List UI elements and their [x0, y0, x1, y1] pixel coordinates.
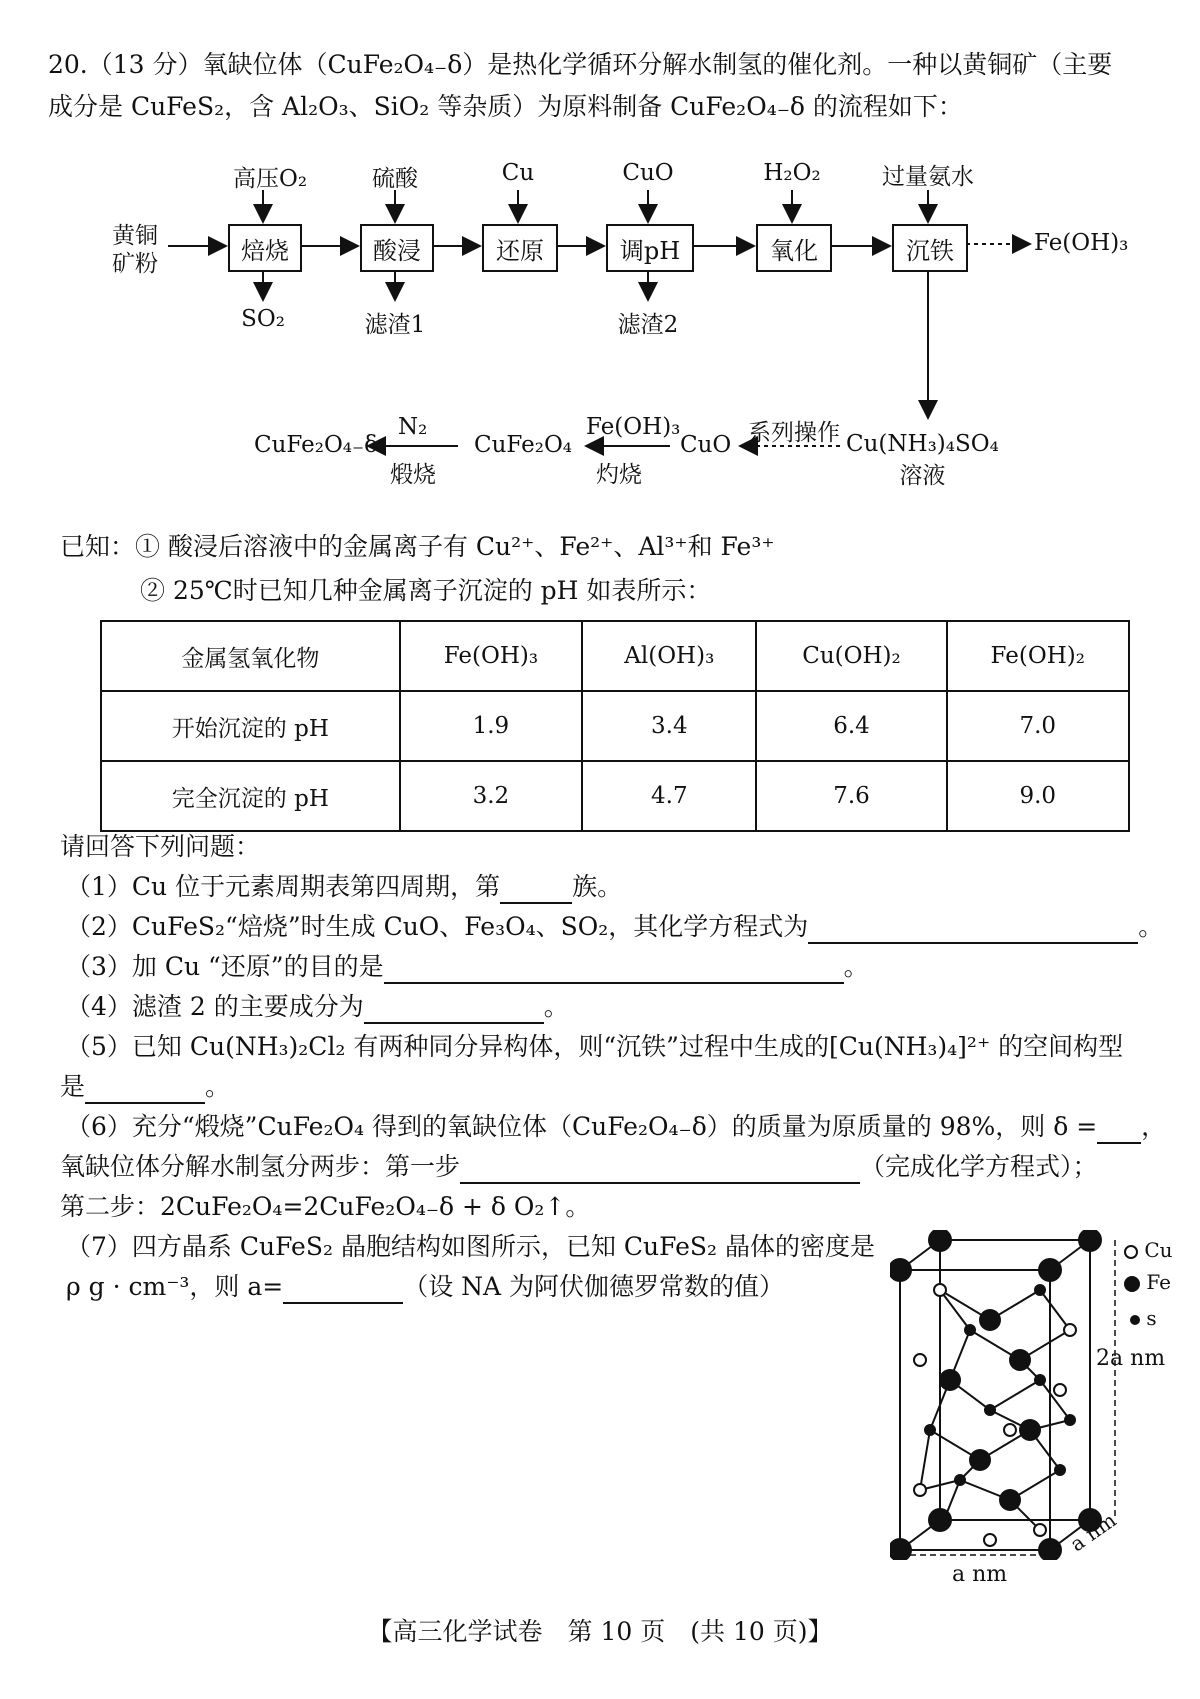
- flow-input-o2: 高压O₂: [233, 166, 308, 192]
- table-cell: 1.9: [400, 691, 582, 761]
- ph-table: [100, 620, 1130, 832]
- flow-input-h2o2: H₂O₂: [763, 160, 821, 186]
- flow-step-precipitate-iron: 沉铁: [892, 224, 968, 272]
- crystal-depth-label: a nm: [1065, 1507, 1121, 1557]
- flow-solution: Cu(NH₃)₄SO₄ 溶液: [846, 431, 999, 489]
- answer-blank-4[interactable]: [364, 996, 544, 1024]
- table-cell: 4.7: [582, 761, 756, 831]
- known-condition-1: 已知：① 酸浸后溶液中的金属离子有 Cu²⁺、Fe²⁺、Al³⁺和 Fe³⁺: [60, 532, 775, 561]
- flow-series-operation: 系列操作: [748, 420, 840, 446]
- table-cell: 7.6: [756, 761, 946, 831]
- questions-intro: 请回答下列问题：: [60, 832, 261, 861]
- flow-cufe2o4: CuFe₂O₄: [474, 432, 573, 458]
- flow-input-cuo: CuO: [622, 160, 674, 186]
- answer-blank-2[interactable]: [808, 916, 1138, 944]
- table-header-row: [101, 621, 1129, 691]
- flow-feoh3-reagent: Fe(OH)₃: [586, 414, 681, 440]
- answer-blank-5[interactable]: [85, 1076, 205, 1104]
- question-4: （4）滤渣 2 的主要成分为 。: [66, 990, 569, 1024]
- question-header-line2: 成分是 CuFeS₂，含 Al₂O₃、SiO₂ 等杂质）为原料制备 CuFe₂O₄₋δ 的流程如下：: [48, 92, 963, 121]
- table-cell: 9.0: [947, 761, 1130, 831]
- table-header-cell: Cu(OH)₂: [756, 621, 946, 691]
- legend-fe: Fe: [1124, 1270, 1171, 1294]
- answer-blank-1[interactable]: [500, 876, 572, 904]
- table-cell: 3.2: [400, 761, 582, 831]
- question-7-line1: （7）四方晶系 CuFeS₂ 晶胞结构如图所示，已知 CuFeS₂ 晶体的密度是: [66, 1232, 875, 1261]
- flow-calcine: 灼烧: [596, 462, 642, 488]
- flow-step-reduce: 还原: [482, 224, 558, 272]
- flow-step-adjust-ph: 调pH: [606, 224, 694, 272]
- table-cell: 3.4: [582, 691, 756, 761]
- flow-side-product-feoh3: Fe(OH)₃: [1034, 230, 1129, 256]
- flow-start-material: 黄铜 矿粉: [112, 223, 158, 277]
- page-footer: 【高三化学试卷 第 10 页 (共 10 页)】: [367, 1617, 833, 1646]
- table-header-cell: 金属氢氧化物: [101, 621, 400, 691]
- question-7-line2: ρ g · cm⁻³，则 a= （设 NA 为阿伏伽德罗常数的值）: [66, 1270, 784, 1304]
- question-6-line3: 第二步：2CuFe₂O₄=2CuFe₂O₄₋δ + δ O₂↑。: [60, 1192, 591, 1221]
- answer-blank-3[interactable]: [384, 956, 844, 984]
- question-3: （3）加 Cu “还原”的目的是 。: [66, 950, 869, 984]
- question-6-line1: （6）充分“煅烧”CuFe₂O₄ 得到的氧缺位体（CuFe₂O₄₋δ）的质量为原质量的 98%，则 δ = ，: [66, 1110, 1166, 1144]
- question-header-line1: 20.（13 分）氧缺位体（CuFe₂O₄₋δ）是热化学循环分解水制氢的催化剂。一种以黄铜矿（主要: [48, 50, 1113, 79]
- flow-cuo: CuO: [680, 432, 732, 458]
- crystal-height-label: 2a nm: [1096, 1346, 1166, 1371]
- answer-blank-7[interactable]: [283, 1276, 403, 1304]
- flow-sinter: 煅烧: [390, 462, 436, 488]
- table-header-cell: Fe(OH)₃: [400, 621, 582, 691]
- flow-step-oxidize: 氧化: [756, 224, 832, 272]
- table-header-cell: Fe(OH)₂: [947, 621, 1130, 691]
- answer-blank-6a[interactable]: [1097, 1116, 1141, 1144]
- question-5-line1: （5）已知 Cu(NH₃)₂Cl₂ 有两种同分异构体，则“沉铁”过程中生成的[Cu(NH₃)₄]²⁺ 的空间构型: [66, 1032, 1124, 1061]
- table-cell: 6.4: [756, 691, 946, 761]
- question-5-line2: 是 。: [60, 1070, 230, 1104]
- crystal-width-label: a nm: [952, 1562, 1008, 1587]
- table-row: [101, 691, 1129, 761]
- known-condition-2: ② 25℃时已知几种金属离子沉淀的 pH 如表所示：: [140, 576, 712, 605]
- legend-cu: Cu: [1124, 1238, 1173, 1262]
- flow-output-residue1: 滤渣1: [364, 312, 426, 338]
- flow-input-cu: Cu: [501, 160, 535, 186]
- flow-input-sulfuric-acid: 硫酸: [372, 166, 418, 192]
- flow-final-product: CuFe₂O₄₋δ: [254, 432, 379, 458]
- question-1: （1）Cu 位于元素周期表第四周期，第 族。: [66, 870, 622, 904]
- flow-n2: N₂: [398, 414, 428, 440]
- process-flow-arrows: [0, 0, 1200, 520]
- table-header-cell: Al(OH)₃: [582, 621, 756, 691]
- table-cell: 开始沉淀的 pH: [101, 691, 400, 761]
- legend-s: s: [1130, 1306, 1157, 1330]
- question-6-line2: 氧缺位体分解水制氢分两步：第一步 （完成化学方程式）；: [60, 1150, 1098, 1184]
- flow-output-so2: SO₂: [241, 306, 285, 332]
- table-cell: 7.0: [947, 691, 1130, 761]
- table-cell: 完全沉淀的 pH: [101, 761, 400, 831]
- question-2: （2）CuFeS₂“焙烧”时生成 CuO、Fe₃O₄、SO₂，其化学方程式为 。: [66, 910, 1163, 944]
- answer-blank-6b[interactable]: [460, 1156, 860, 1184]
- flow-input-ammonia: 过量氨水: [882, 164, 974, 190]
- flow-step-roast: 焙烧: [228, 224, 302, 272]
- flow-step-acid-leach: 酸浸: [360, 224, 434, 272]
- flow-output-residue2: 滤渣2: [617, 312, 679, 338]
- table-row: [101, 761, 1129, 831]
